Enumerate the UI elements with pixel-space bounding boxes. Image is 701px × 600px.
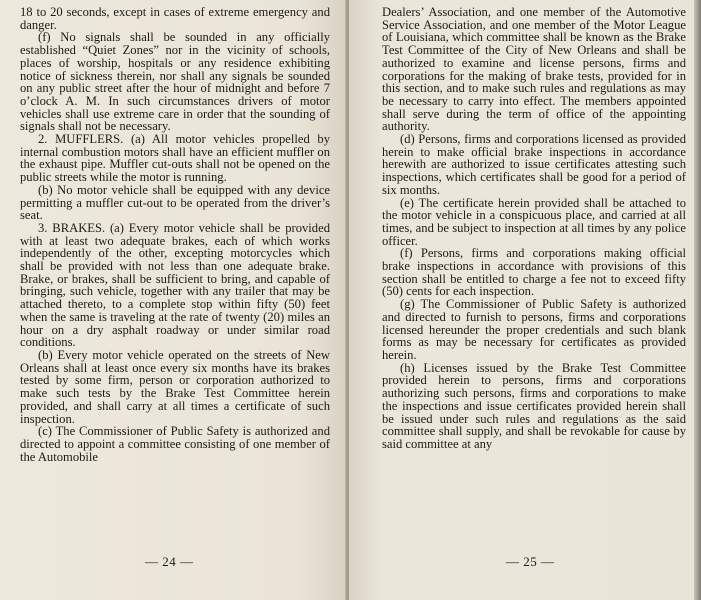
paragraph: 18 to 20 seconds, except in cases of extreme emergency and danger. [20,5,330,32]
paragraph: (d) Persons, firms and corporations licensed as provided herein to make official brake inspections in accordance herewith are authorized to issue certificates attesting such inspections, which certificates shall be good for a period of six months. [382,132,686,197]
paragraph: Dealers’ Association, and one member of the Automotive Service Association, and one member of the Motor League of Louisiana, which committee shall be known as the Brake Test Committee of the City of New Orleans and shall be authorized to examine and license persons, firms and corporations for the making of brake tests, provided for in this section, and to make such rules and regulations as may be necessary to carry into effect. The members appointed shall serve during the term of office of the appointing authority. [382,5,686,134]
right-page [349,0,694,600]
paragraph: (b) No motor vehicle shall be equipped with any device permitting a muffler cut-out to be operated from the driver’s seat. [20,182,330,223]
paragraph: (b) Every motor vehicle operated on the streets of New Orleans shall at least once every six months have its brakes tested by some firm, person or corporation authorized to make such tests by the Brake Test Committee herein provided, and shall carry at all times a certificate of such inspection. [20,347,330,426]
paragraph: (h) Licenses issued by the Brake Test Committee provided herein to persons, firms and corporations authorizing such persons, firms and corporations to make the inspections and issue certificates provided herein shall be issued under such rules and regulations as the said committee shall supply, and shall be revokable for cause by said committee at any [382,360,686,451]
right-page-text [382,6,686,451]
paragraph: (c) The Commissioner of Public Safety is authorized and directed to appoint a committee consisting of one member of the Automobile [20,424,330,464]
paragraph: 3. BRAKES. (a) Every motor vehicle shall be provided with at least two adequate brakes, each of which works independently of the other, excepting motorcycles which shall be provided with not less than one adequate brake. Brake, or brakes, shall be sufficient to bring, and capable of bringing, such vehicle, together with any trailer that may be attached thereto, to a complete stop within fifty (50) feet when the same is traveling at the rate of twenty (20) miles an hour on a dry asphalt roadway or under similar road conditions. [20,220,330,350]
left-page [0,0,347,600]
paragraph: 2. MUFFLERS. (a) All motor vehicles propelled by internal combustion motors shall have an efficient muffler on the exhaust pipe. Muffler cut-outs shall not be opened on the public streets while the motor is running. [20,132,330,185]
page-edges [694,0,701,600]
page-number: — 24 — [145,554,194,569]
left-page-text [20,6,330,463]
paragraph: (g) The Commissioner of Public Safety is authorized and directed to furnish to persons, firms and corporations licensed hereunder the proper credentials and such blank forms as may be necessary for certificates as provided herein. [382,297,686,362]
paragraph: (e) The certificate herein provided shall be attached to the motor vehicle in a conspicuous place, and carried at all times, and be subject to inspection at all times by any police officer. [382,195,686,248]
page-number: — 25 — [506,554,555,569]
paragraph: (f) No signals shall be sounded in any officially established “Quiet Zones” nor in the vicinity of schools, places of worship, hospitals or any residence exhibiting notice of sickness therein, nor shall any signals be sounded on any public street after the hour of midnight and before 7 o’clock A. M. In such circumstances drivers of motor vehicles shall use extreme care in order that the sounding of signals shall not be necessary. [20,30,330,134]
paragraph: (f) Persons, firms and corporations making official brake inspections in accordance with provisions of this section shall be entitled to charge a fee not to exceed fifty (50) cents for each inspection. [382,246,686,299]
